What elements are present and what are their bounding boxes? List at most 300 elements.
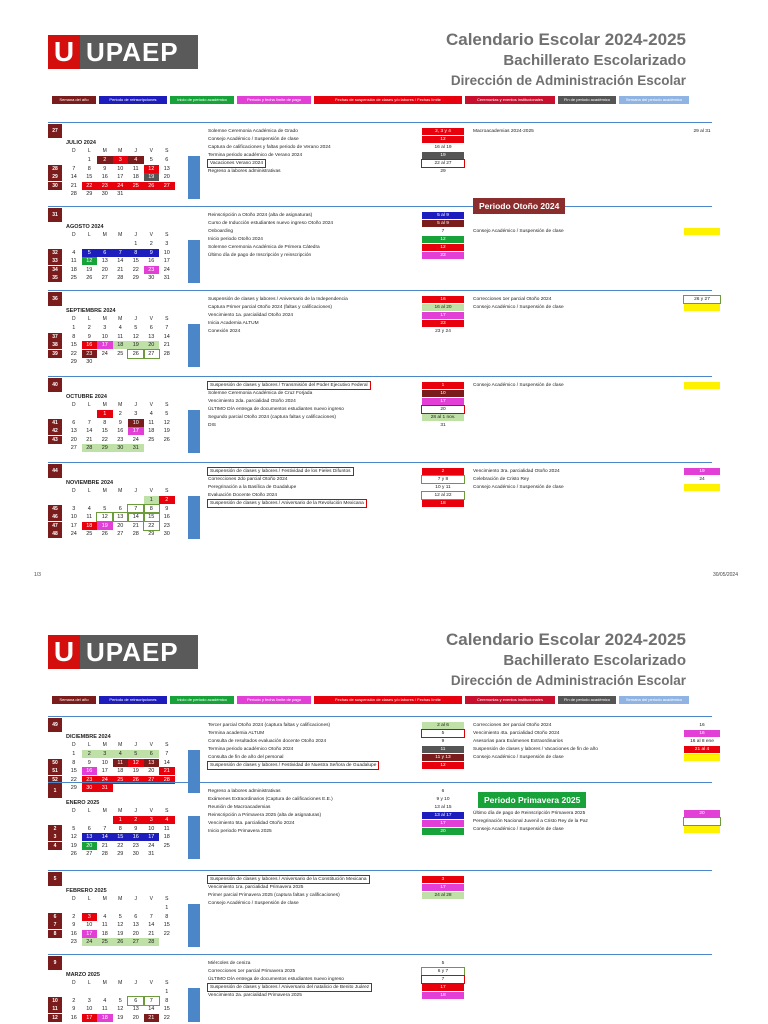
event-text: Vencimiento 2a. parcialidad Primavera 2025 xyxy=(208,993,302,998)
day-cell: 6 xyxy=(165,157,169,163)
right-event-date: 29 al 31 xyxy=(693,129,711,134)
period-title: Periodo Otoño 2024 xyxy=(473,198,565,214)
weekday-label: V xyxy=(149,808,153,814)
month-separator xyxy=(48,870,712,871)
week-number: 12 xyxy=(48,1014,62,1022)
event-date xyxy=(422,900,464,907)
day-cell: 19 xyxy=(163,428,170,434)
day-cell xyxy=(128,988,144,996)
week-number: 9 xyxy=(48,956,62,970)
event-text: Conexión 2024 xyxy=(208,329,241,334)
event-text: Suspensión de clases y labores / Aniversario de la Constitución Mexicana xyxy=(210,877,367,882)
legend-item: Periodo de reinscripciones xyxy=(99,696,167,704)
weekday-label: L xyxy=(87,980,91,986)
day-cell: 13 xyxy=(113,513,129,521)
weekday-label: V xyxy=(149,980,153,986)
weekday-label: M xyxy=(118,316,123,322)
day-cell: 22 xyxy=(144,522,160,530)
week-number: 45 xyxy=(48,505,62,513)
right-event-date xyxy=(684,484,720,491)
month-block xyxy=(48,876,712,960)
day-cell: 12 xyxy=(97,513,113,521)
week-row xyxy=(66,1014,175,1022)
weekday-label: M xyxy=(102,232,107,238)
event-text: Reunión de Macroacademias xyxy=(208,805,271,810)
department-name: Dirección de Administración Escolar xyxy=(450,73,686,88)
weekday-label: M xyxy=(102,316,107,322)
weekday-label: M xyxy=(102,896,107,902)
day-cell: 13 xyxy=(132,922,139,928)
calendar-title: Calendario Escolar 2024-2025 xyxy=(445,30,686,49)
day-cell: 9 xyxy=(103,165,107,172)
weekday-label: L xyxy=(87,742,91,748)
event-date: 5 xyxy=(422,730,464,737)
logo-text: UPAEP xyxy=(80,635,198,669)
event-text: Evaluación Docente Otoño 2024 xyxy=(208,493,278,498)
day-cell: 28 xyxy=(159,776,175,784)
event-date: 12 xyxy=(422,236,464,243)
day-cell: 7 xyxy=(149,913,153,920)
event-date: 17 xyxy=(422,820,464,827)
day-cell: 7 xyxy=(144,997,160,1005)
day-cell: 3 xyxy=(72,505,76,512)
day-cell: 3 xyxy=(134,411,138,417)
day-cell: 19 xyxy=(117,1014,124,1021)
week-number: 51 xyxy=(48,767,62,775)
day-cell: 15 xyxy=(113,833,129,841)
day-cell: 6 xyxy=(87,825,91,832)
weekday-label: J xyxy=(134,148,137,154)
day-cell: 21 xyxy=(163,342,170,348)
week-row xyxy=(66,1005,175,1013)
day-cell: 4 xyxy=(118,325,122,331)
day-cell: 22 xyxy=(70,776,77,783)
day-cell: 25 xyxy=(86,531,93,537)
week-number: 11 xyxy=(48,1005,62,1013)
week-number: 43 xyxy=(48,436,62,444)
right-event-date xyxy=(684,382,720,389)
day-cell: 30 xyxy=(82,784,98,792)
day-cell: 12 xyxy=(70,834,77,840)
right-event-date xyxy=(684,754,720,761)
event-text: Solemne Ceremonia Académica de Cruz Forjada xyxy=(208,391,313,396)
month-block xyxy=(48,960,712,1020)
event-date: 18 xyxy=(422,992,464,999)
day-cell: 14 xyxy=(70,174,77,180)
weekday-label: S xyxy=(165,742,169,748)
weekday-label: S xyxy=(165,896,169,902)
legend-item: Periodo y fecha límite de pago xyxy=(237,696,311,704)
weekday-label: M xyxy=(102,808,107,814)
right-event-date: 16 al 8 ene xyxy=(690,739,714,744)
day-cell: 22 xyxy=(117,842,124,849)
day-cell: 4 xyxy=(159,816,175,824)
weekday-label: D xyxy=(71,808,76,814)
legend-item: Ceremonias y eventos institucionales xyxy=(465,96,555,104)
day-cell: 4 xyxy=(103,997,107,1004)
event-date: 9 xyxy=(441,739,445,744)
academic-week-number xyxy=(188,750,200,793)
day-cell: 20 xyxy=(101,266,108,273)
weekday-label: M xyxy=(118,232,123,238)
day-cell: 13 xyxy=(163,165,170,172)
event-text: Termina academia ALTUM xyxy=(208,731,265,736)
day-cell: 18 xyxy=(101,930,108,937)
day-cell: 22 xyxy=(101,436,108,443)
weekday-header xyxy=(66,980,175,986)
day-cell: 26 xyxy=(128,350,144,358)
event-text: Regreso a labores administrativas xyxy=(208,789,281,794)
day-cell: 21 xyxy=(101,842,108,849)
day-cell: 15 xyxy=(101,428,108,434)
week-row xyxy=(66,997,175,1005)
day-cell: 29 xyxy=(86,191,93,197)
day-cell: 15 xyxy=(86,174,93,180)
week-number: 48 xyxy=(48,530,62,538)
upaep-logo: U UPAEP xyxy=(48,635,198,669)
day-cell xyxy=(66,156,82,164)
event-date: 29 xyxy=(440,169,446,174)
day-cell: 3 xyxy=(97,750,113,758)
day-cell: 16 xyxy=(70,930,77,937)
day-cell: 11 xyxy=(70,258,77,264)
legend-item: Ceremonias y eventos institucionales xyxy=(465,696,555,704)
day-cell xyxy=(97,358,113,366)
right-event-text: Vencimiento 4ta. parcialidad Otoño 2024 xyxy=(473,731,560,736)
month-name: NOVIEMBRE 2024 xyxy=(66,480,114,486)
day-cell: 14 xyxy=(163,333,170,340)
day-cell: 10 xyxy=(101,759,108,766)
week-row xyxy=(66,938,175,946)
event-text: Consulta de fin de año del personal xyxy=(208,755,284,760)
event-text: Peregrinación a la Basílica de Guadalupe xyxy=(208,485,297,490)
day-cell: 1 xyxy=(165,905,169,911)
week-number: 33 xyxy=(48,257,62,265)
day-cell xyxy=(97,904,113,912)
weekday-label: M xyxy=(118,980,123,986)
day-cell: 26 xyxy=(163,436,170,443)
day-cell: 6 xyxy=(72,419,76,426)
week-row xyxy=(66,513,175,521)
day-cell: 5 xyxy=(82,249,98,257)
month-separator xyxy=(48,954,712,955)
event-date: 23 xyxy=(422,252,464,259)
event-text: Suspensión de clases y labores / Transmisión del Poder Ejecutivo Federal xyxy=(210,383,368,388)
week-number: 6 xyxy=(48,913,62,921)
day-cell: 24 xyxy=(101,350,108,357)
event-text: Suspensión de clases y labores / Festividad de Nuestra Señora de Guadalupe xyxy=(210,763,377,768)
day-cell: 11 xyxy=(132,165,139,172)
day-cell: 29 xyxy=(97,444,113,452)
day-cell: 18 xyxy=(70,266,77,273)
day-cell: 25 xyxy=(113,776,129,784)
day-cell xyxy=(82,410,98,418)
week-row xyxy=(66,274,175,282)
event-text: Vencimiento 1ra. parcialidad Primavera 2025 xyxy=(208,885,304,890)
day-cell: 25 xyxy=(117,350,124,357)
weekday-label: M xyxy=(102,148,107,154)
event-text: Miércoles de ceniza xyxy=(208,961,251,966)
week-number: 34 xyxy=(48,266,62,274)
weekday-header xyxy=(66,232,175,238)
day-cell: 27 xyxy=(101,275,108,281)
event-text: Regreso a labores administrativas xyxy=(208,169,281,174)
event-date: 9 y 10 xyxy=(436,797,450,802)
event-date: 10 xyxy=(422,390,464,397)
week-row xyxy=(66,240,175,248)
day-cell xyxy=(113,988,129,996)
event-date: 12 xyxy=(422,244,464,251)
day-cell: 16 xyxy=(163,514,170,520)
day-cell: 2 xyxy=(159,496,175,504)
day-cell: 16 xyxy=(70,1014,77,1021)
month-separator xyxy=(48,206,712,207)
academic-week-number xyxy=(188,988,200,1022)
day-cell: 9 xyxy=(87,333,91,340)
day-cell: 20 xyxy=(70,436,77,443)
day-cell: 12 xyxy=(132,333,139,340)
day-cell: 17 xyxy=(82,1014,98,1022)
day-cell xyxy=(113,358,129,366)
week-number: 5 xyxy=(48,872,62,886)
day-cell: 9 xyxy=(144,249,160,257)
day-cell: 13 xyxy=(70,428,77,434)
day-cell: 14 xyxy=(163,759,170,766)
weekday-label: S xyxy=(165,980,169,986)
week-number: 38 xyxy=(48,341,62,349)
day-cell: 21 xyxy=(132,522,139,529)
event-date: 22 al 27 xyxy=(422,160,464,167)
day-cell: 1 xyxy=(144,496,160,504)
week-number: 27 xyxy=(48,124,62,138)
day-cell: 28 xyxy=(163,350,170,357)
weekday-label: M xyxy=(118,488,123,494)
day-cell: 1 xyxy=(134,241,138,247)
day-cell: 28 xyxy=(82,444,98,452)
event-date: 7 xyxy=(441,229,445,234)
day-cell: 2 xyxy=(149,241,153,247)
week-number: 3 xyxy=(48,833,62,841)
month-separator xyxy=(48,462,712,463)
day-cell: 5 xyxy=(118,997,122,1004)
day-cell: 28 xyxy=(117,275,124,281)
event-date: 5 al 9 xyxy=(422,212,464,219)
week-number: 28 xyxy=(48,165,62,173)
weekday-header xyxy=(66,402,175,408)
day-cell: 5 xyxy=(134,325,138,331)
event-date: 13 al 17 xyxy=(422,812,464,819)
day-cell: 27 xyxy=(86,851,93,857)
event-text: Reinscripción a Otoño 2024 (alta de asignaturas) xyxy=(208,213,313,218)
weekday-label: M xyxy=(118,402,123,408)
weekday-label: D xyxy=(71,742,76,748)
day-cell: 14 xyxy=(128,513,144,521)
event-text: Termina periodo académico de Verano 2024 xyxy=(208,153,303,158)
event-text: Primer parcial Primavera 2025 (captura faltas y calificaciones) xyxy=(208,893,340,898)
event-date: 16 xyxy=(422,296,464,303)
day-cell: 27 xyxy=(70,445,77,451)
period-title: Periodo Primavera 2025 xyxy=(478,792,586,808)
weekday-header xyxy=(66,808,175,814)
day-cell: 28 xyxy=(132,531,139,537)
day-cell: 14 xyxy=(86,428,93,434)
day-cell: 18 xyxy=(148,428,155,434)
day-cell: 11 xyxy=(117,333,124,340)
weekday-label: M xyxy=(118,742,123,748)
day-cell: 17 xyxy=(101,768,108,774)
week-row xyxy=(66,833,175,841)
day-cell: 4 xyxy=(72,249,76,256)
day-cell: 21 xyxy=(159,767,175,775)
day-cell: 9 xyxy=(87,759,91,766)
event-date: 19 xyxy=(422,152,464,159)
day-cell: 29 xyxy=(148,531,155,537)
right-event-date: 20 xyxy=(684,810,720,817)
weekday-label: D xyxy=(71,980,76,986)
event-text: Suspensión de clases y labores / Aniversario de la Revolución Mexicana xyxy=(210,501,364,506)
day-cell: 12 xyxy=(117,922,124,928)
weekday-header xyxy=(66,316,175,322)
month-name: DICIEMBRE 2024 xyxy=(66,734,111,740)
week-row xyxy=(66,190,175,198)
week-number: 10 xyxy=(48,997,62,1005)
event-date: 23 y 24 xyxy=(435,329,451,334)
day-cell: 21 xyxy=(117,266,124,273)
event-text: Solemne Ceremonia Académica de Primera Cátedra xyxy=(208,245,320,250)
week-number: 47 xyxy=(48,522,62,530)
calendar-title: Calendario Escolar 2024-2025 xyxy=(445,630,686,649)
day-cell: 31 xyxy=(148,851,155,857)
week-number: 30 xyxy=(48,182,62,190)
event-text: Reinscripción a Primavera 2025 (alta de asignaturas) xyxy=(208,813,322,818)
week-row xyxy=(66,257,175,265)
day-cell: 2 xyxy=(72,997,76,1004)
day-cell: 25 xyxy=(128,182,144,190)
day-cell: 28 xyxy=(144,938,160,946)
day-cell: 30 xyxy=(132,851,139,857)
day-cell xyxy=(82,240,98,248)
month-separator xyxy=(48,782,712,783)
week-row xyxy=(66,850,175,858)
day-cell xyxy=(159,444,175,452)
day-cell: 26 xyxy=(144,182,160,190)
week-row xyxy=(66,444,175,452)
day-cell: 21 xyxy=(86,436,93,443)
day-cell: 19 xyxy=(70,842,77,849)
day-cell: 8 xyxy=(72,759,76,766)
event-date: 17 xyxy=(422,312,464,319)
month-name: AGOSTO 2024 xyxy=(66,224,104,230)
day-cell: 8 xyxy=(87,165,91,172)
day-cell: 4 xyxy=(113,750,129,758)
day-cell: 31 xyxy=(163,275,170,281)
day-cell: 22 xyxy=(163,930,170,937)
day-cell: 26 xyxy=(70,851,77,857)
day-cell: 13 xyxy=(82,833,98,841)
day-cell: 16 xyxy=(101,174,108,180)
day-cell: 20 xyxy=(132,930,139,937)
weekday-label: L xyxy=(87,808,91,814)
day-cell: 9 xyxy=(134,825,138,832)
day-cell: 25 xyxy=(163,842,170,849)
week-row xyxy=(66,156,175,164)
weekday-label: V xyxy=(149,232,153,238)
event-date: 23 xyxy=(422,320,464,327)
day-cell xyxy=(159,190,175,198)
day-cell: 30 xyxy=(163,531,170,537)
day-cell: 31 xyxy=(128,444,144,452)
academic-week-number xyxy=(188,816,200,859)
day-cell xyxy=(97,816,113,824)
month-block xyxy=(48,468,712,558)
right-event-date: 16 xyxy=(684,730,720,737)
legend-item: Fin de periodo académico xyxy=(558,96,616,104)
event-date: 20 xyxy=(422,406,464,413)
event-text: Suspensión de clases y labores / Festividad de los Fieles Difuntos xyxy=(210,469,351,474)
day-cell: 8 xyxy=(118,825,122,832)
week-row xyxy=(66,427,175,435)
week-number: 36 xyxy=(48,292,62,306)
day-cell: 19 xyxy=(97,522,113,530)
week-row xyxy=(66,816,175,824)
week-number: 2 xyxy=(48,825,62,833)
week-row xyxy=(66,324,175,332)
day-cell: 3 xyxy=(87,997,91,1004)
day-cell: 11 xyxy=(101,922,108,928)
event-date: 18 xyxy=(422,500,464,507)
day-cell: 27 xyxy=(128,938,144,946)
week-row xyxy=(66,419,175,427)
week-number: 35 xyxy=(48,274,62,282)
month-name: ENERO 2025 xyxy=(66,800,100,806)
day-cell: 18 xyxy=(82,522,98,530)
weekday-label: M xyxy=(118,148,123,154)
day-cell: 12 xyxy=(144,165,160,173)
weekday-label: D xyxy=(71,896,76,902)
day-cell: 30 xyxy=(101,191,108,197)
day-cell: 17 xyxy=(82,930,98,938)
weekday-label: V xyxy=(149,742,153,748)
weekday-label: D xyxy=(71,402,76,408)
right-event-text: Consejo Académico / Suspensión de clase xyxy=(473,827,564,832)
week-row xyxy=(66,759,175,767)
academic-week-number xyxy=(188,904,200,947)
day-cell: 15 xyxy=(70,342,77,348)
week-number: 7 xyxy=(48,921,62,929)
day-cell: 6 xyxy=(128,997,144,1005)
day-cell: 12 xyxy=(117,1006,124,1012)
day-cell: 11 xyxy=(86,514,93,520)
day-cell xyxy=(128,496,144,504)
week-row xyxy=(66,358,175,366)
day-cell xyxy=(113,240,129,248)
weekday-label: J xyxy=(134,896,137,902)
day-cell: 16 xyxy=(82,767,98,775)
day-cell: 9 xyxy=(118,419,122,426)
week-number: 41 xyxy=(48,419,62,427)
day-cell: 17 xyxy=(144,833,160,841)
day-cell: 21 xyxy=(148,930,155,937)
day-cell: 11 xyxy=(101,1006,108,1012)
day-cell xyxy=(128,190,144,198)
weekday-label: D xyxy=(71,232,76,238)
event-text: Tercer parcial Otoño 2024 (captura faltas y calificaciones) xyxy=(208,723,331,728)
event-text: Vencimiento 2da. parcialidad Otoño 2024 xyxy=(208,399,296,404)
day-cell: 23 xyxy=(82,776,98,784)
right-event-text: Asesorías para Exámenes Extraordinarios xyxy=(473,739,563,744)
event-text: ÚLTIMO DÍA entrega de documentos estudiantes nuevo ingreso xyxy=(208,407,344,412)
day-cell xyxy=(159,850,175,858)
